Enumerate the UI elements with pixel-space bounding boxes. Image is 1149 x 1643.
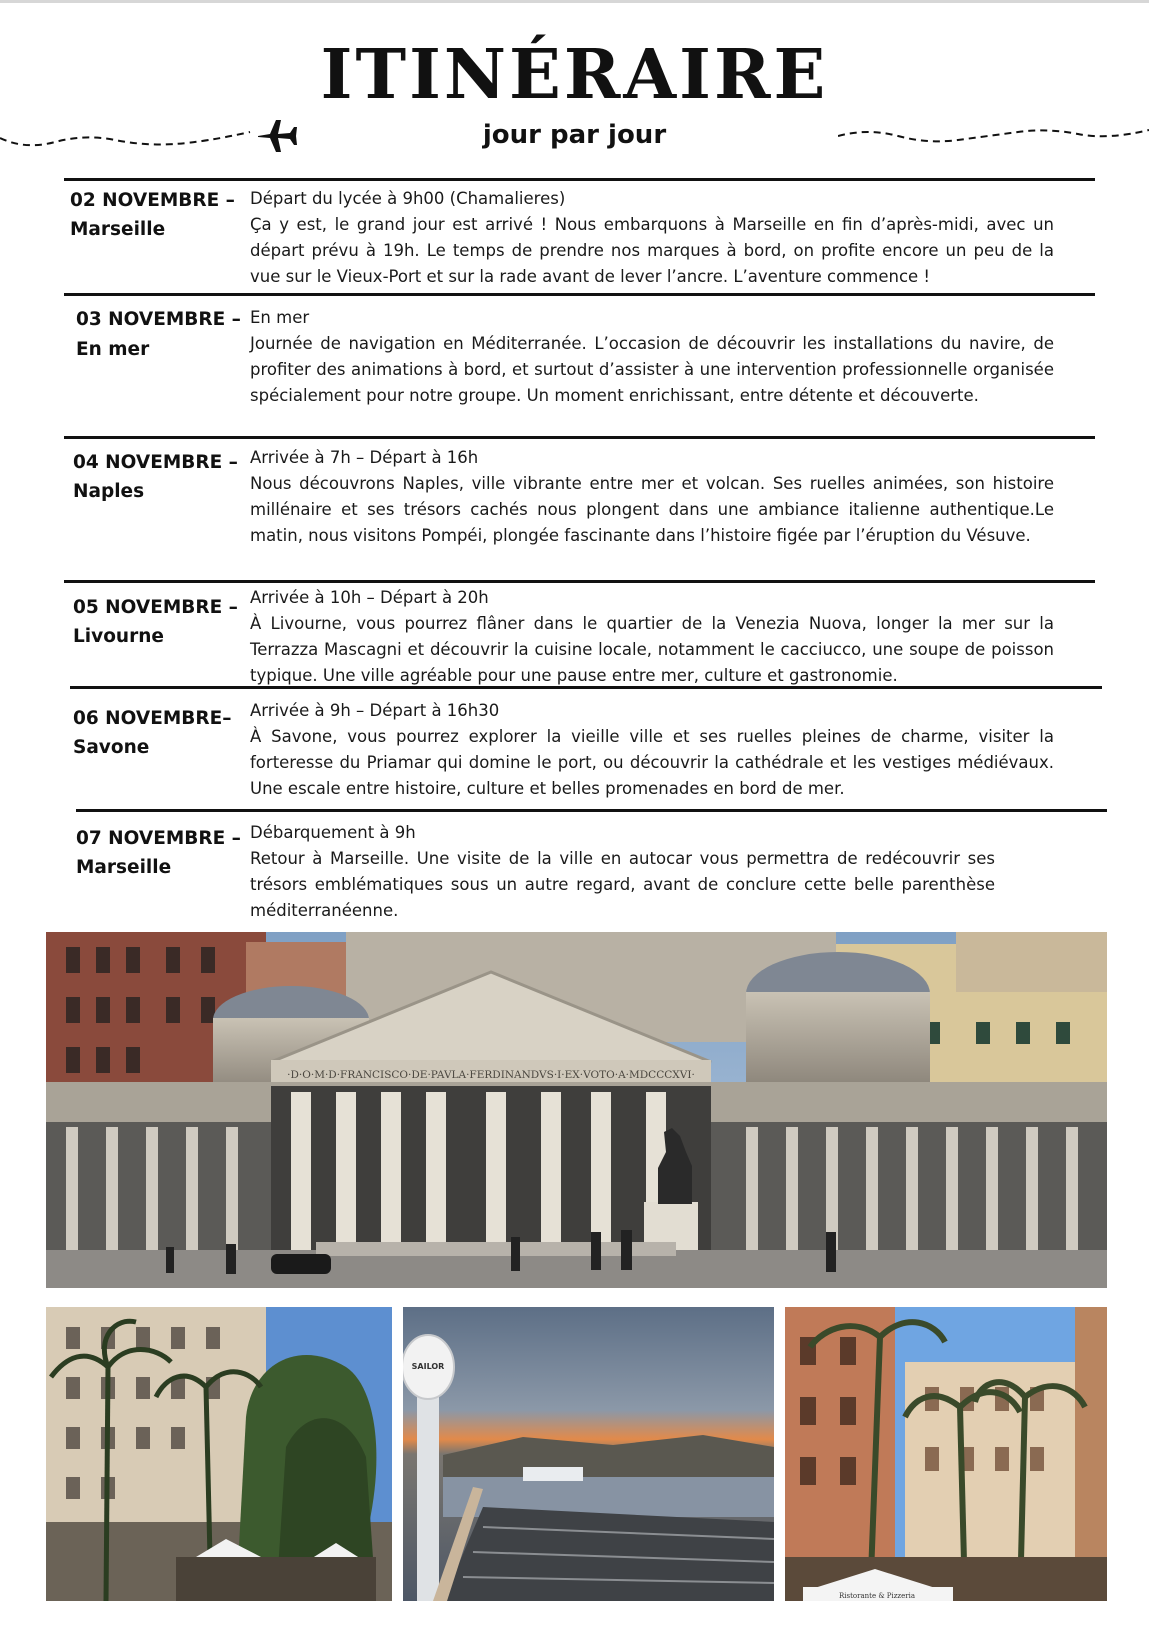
day-place: Savone [73,737,150,758]
day-text: Nous découvrons Naples, ville vibrante entre mer et volcan. Ses ruelles animées, son histoire millénaire et ses trésors cachés nous plongent dans une ambiance italienne authentique.Le matin, nous visitons Pompéi, plongée fascinante dans l’histoire figée par l’éruption du Vésuve. [250,474,1054,545]
day-description [250,698,1054,802]
day-date: 06 NOVEMBRE– [73,708,232,729]
section-divider [64,436,1095,439]
day-place: Marseille [76,857,172,878]
day-description [250,305,1054,409]
day-place: En mer [76,339,150,360]
day-text: Retour à Marseille. Une visite de la ville en autocar vous permettra de redécouvrir ses trésors emblématiques sous un autre regard, avant de conclure cette belle parenthèse méditerranéenne. [250,849,995,920]
day-place: Livourne [73,626,164,647]
day-description [250,585,1054,689]
page-title: ITINÉRAIRE [320,35,829,115]
day-description [250,445,1054,549]
dashed-flight-path-right [838,122,1149,158]
section-divider [64,580,1095,583]
photo-courtyard-palms [785,1307,1107,1601]
day-text: À Livourne, vous pourrez flâner dans le quartier de la Venezia Nuova, longer la mer sur la Terrazza Mascagni et découvrir la cuisine locale, notamment le cacciucco, une soupe de poisson typique. Une ville agréable pour une pause entre mer, culture et gastronomie. [250,614,1054,685]
day-date: 07 NOVEMBRE – [76,828,241,849]
day-schedule: Arrivée à 9h – Départ à 16h30 [250,701,500,720]
radar-label: SAILOR [411,1362,445,1371]
day-date: 02 NOVEMBRE – [70,190,235,211]
day-schedule: Arrivée à 10h – Départ à 20h [250,588,489,607]
day-schedule: Débarquement à 9h [250,823,416,842]
section-divider [64,178,1095,181]
restaurant-sign: Ristorante & Pizzeria [838,1592,916,1600]
day-date: 05 NOVEMBRE – [73,597,238,618]
section-divider [76,809,1107,812]
page-subtitle: jour par jour [482,120,667,150]
day-description [250,186,1054,290]
section-divider [64,293,1095,296]
photo-naples-basilica [46,932,1107,1288]
day-text: Journée de navigation en Méditerranée. L’occasion de découvrir les installations du navire, de profiter des animations à bord, et surtout d’assister à une intervention professionnelle organisée spécialement pour notre groupe. Un moment enrichissant, entre détente et découverte. [250,334,1054,405]
day-place: Naples [73,481,145,502]
day-date: 03 NOVEMBRE – [76,309,241,330]
day-text: À Savone, vous pourrez explorer la vieille ville et ses ruelles pleines de charme, visiter la forteresse du Priamar qui domine le port, ou découvrir la cathédrale et les vestiges médiévaux. Une escale entre histoire, culture et belles promenades en bord de mer. [250,727,1054,798]
day-schedule: En mer [250,308,310,327]
photo-sunset-ship-deck [403,1307,774,1601]
day-place: Marseille [70,219,166,240]
top-border [0,0,1149,3]
day-description [250,820,995,924]
photo-street-palms [46,1307,392,1601]
day-text: Ça y est, le grand jour est arrivé ! Nous embarquons à Marseille en fin d’après-midi, avec un départ prévu à 19h. Le temps de prendre nos marques à bord, on profite encore un peu de la vue sur le Vieux-Port et sur la rade avant de lever l’ancre. L’aventure commence ! [250,215,1054,286]
day-schedule: Arrivée à 7h – Départ à 16h [250,448,479,467]
day-date: 04 NOVEMBRE – [73,452,238,473]
day-schedule: Départ du lycée à 9h00 (Chamalieres) [250,189,566,208]
basilica-inscription: ·D·O·M·D·FRANCISCO·DE·PAVLA·FERDINANDVS·I·EX·VOTO·A·MDCCCXVI· [287,1069,695,1081]
